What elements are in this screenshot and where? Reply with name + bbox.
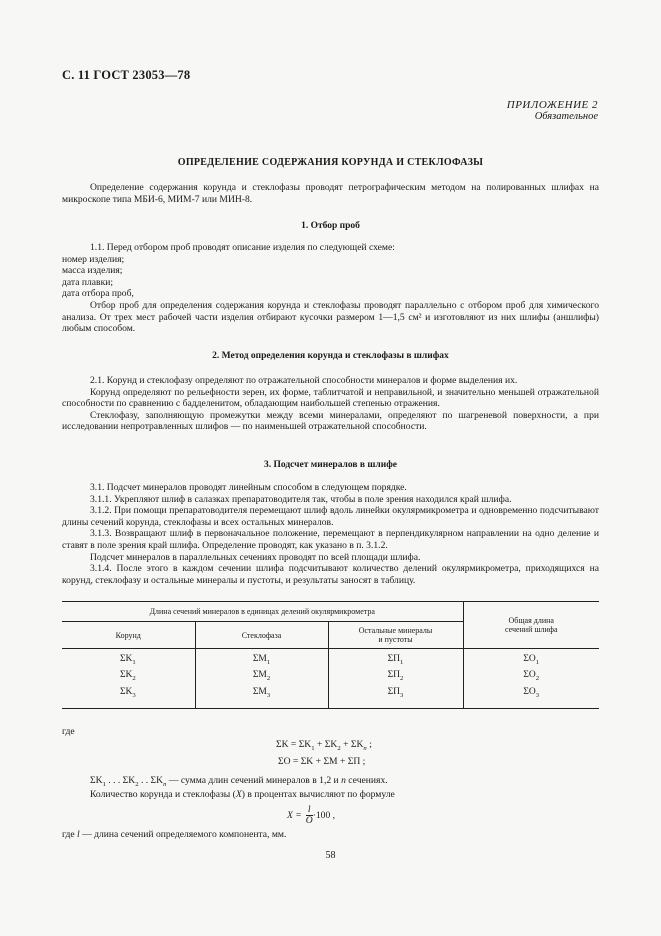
table-value: $\Sigma П_3$ (387, 686, 404, 699)
appendix-label (507, 99, 598, 123)
intro-paragraph (62, 182, 599, 205)
section-3-p1: 3.1. Подсчет минералов проводят линейным способом в следующем порядке. (90, 482, 407, 493)
table-header-other-minerals (328, 622, 463, 649)
list-item: масса изделия; (62, 265, 123, 277)
table-header-corundum: Корунд (62, 622, 195, 649)
page-header: С. 11 ГОСТ 23053—78 (62, 68, 191, 82)
table-header-glass-phase: Стеклофаза (195, 622, 328, 649)
section-2-p3: Стеклофазу, заполняющую промежутки между всеми минералами, определяют по шагреневой поверхности, а при исследовании непротравленных шлифов — по наименьшей отражательной способности. (62, 409, 599, 433)
table-total-header-line1: Общая длина (508, 616, 554, 625)
section-3-p2: 3.1.1. Укрепляют шлиф в салазках препаратоводителя так, чтобы в поле зрения находился край шлифа. (90, 493, 512, 505)
formula-x-intro: Количество корунда и стеклофазы (X) в процентах вычисляют по формуле (90, 789, 395, 800)
table-value: $\Sigma O_1$ (523, 654, 540, 666)
table-header-other-line1: Остальные минералы (358, 626, 433, 635)
list-item: дата отбора проб, (62, 288, 134, 300)
table-value: $\Sigma П_2$ (387, 670, 404, 683)
table-value: $\Sigma O_2$ (523, 670, 540, 683)
formula-legend: $\Sigma K_1$ . . . $\Sigma K_2$ . . $\Sigma K_n$ — сумма длин сечений минералов в 1,2 и n сечениях. (90, 775, 388, 788)
table-value: $\Sigma K_2$ (120, 670, 136, 683)
table-value: $\Sigma O_3$ (523, 686, 540, 699)
section-3-p4: 3.1.3. Возвращают шлиф в первоначальное положение, перемещают в перпендикулярном направлении на одно деление и ставят в поле зрения край шлифа. Определение проводят, как указано в п. 3.1.2. (62, 528, 599, 551)
table-group-header: Длина сечений минералов в единицах делений окулярмикрометра (62, 602, 463, 622)
where-label: где (62, 726, 75, 737)
intro-text: Определение содержания корунда и стеклофазы проводят петрографическим методом на полированных шлифах на микроскопе типа МБИ-6, МИМ-7 или МИН-8. (62, 182, 599, 205)
formula-l-definition: где l — длина сечений определяемого компонента, мм. (62, 829, 287, 840)
table-value: $\Sigma K_3$ (120, 686, 136, 699)
table-cell-corundum (62, 649, 195, 709)
section-3-p5: Подсчет минералов в параллельных сечениях проводят по всей площади шлифа. (90, 551, 421, 563)
section-1-body (62, 242, 599, 335)
section-2-heading: 2. Метод определения корунда и стеклофазы в шлифах (212, 351, 449, 361)
section-1-p1: 1.1. Перед отбором проб проводят описание изделия по следующей схеме: (90, 242, 395, 253)
document-title: ОПРЕДЕЛЕНИЕ СОДЕРЖАНИЯ КОРУНДА И СТЕКЛОФАЗЫ (177, 157, 484, 168)
formula-sum-o: ΣO = ΣK + ΣM + ΣП ; (278, 756, 366, 767)
table-total-header (463, 602, 599, 649)
page-number: 58 (325, 850, 336, 861)
table-header-other-line2: и пустоты (378, 635, 413, 644)
section-3-body (62, 482, 599, 586)
formula-sum-k: $\Sigma K = \Sigma K_1 + \Sigma K_2 + \Sigma K_n$ ; (276, 739, 372, 752)
list-item: дата плавки; (62, 276, 114, 288)
section-2-p2: Корунд определяют по рельефности зерен, их форме, таблитчатой и неправильной, и значительно меньшей отражательной способности по сравнению с бадделенитом, обладающим наибольшей степенью отражения. (62, 386, 599, 410)
section-2-p1: 2.1. Корунд и стеклофазу определяют по отражательной способности минералов и форме выделения их. (90, 375, 518, 386)
table-total-header-line2: сечений шлифа (504, 625, 558, 634)
table-value: $\Sigma П_1$ (387, 654, 404, 666)
section-1-heading: 1. Отбор проб (301, 221, 360, 231)
list-item: номер изделия; (62, 253, 125, 265)
section-3-p3: 3.1.2. При помощи препаратоводителя перемещают шлиф вдоль линейки окулярмикрометра и одновременно подсчитывают длины сечений корунда, стеклофазы и всех остальных минералов. (62, 505, 599, 528)
table-value: $\Sigma M_1$ (252, 654, 271, 666)
section-1-p2: Отбор проб для определения содержания корунда и стеклофазы проводят параллельно с отбором проб для химического анализа. От трех мест рабочей части изделия отбирают кусочки размером 1—1,5 см² и изготовляют из них шлифы (аншлифы) любым способом. (62, 299, 599, 335)
table-value: $\Sigma K_1$ (120, 654, 136, 666)
table-cell-glass-phase (195, 649, 328, 709)
fraction: $\frac{l}{O}$ (305, 804, 313, 826)
appendix-status: Обязательное (534, 111, 598, 122)
table-cell-total-length (463, 649, 599, 709)
section-3-p6: 3.1.4. После этого в каждом сечении шлифа подсчитывают количество делений окулярмикрометра, приходящихся на корунд, стеклофазу и остальные минералы и пустоты, и результаты заносят в таблицу. (62, 563, 599, 586)
appendix-number: ПРИЛОЖЕНИЕ 2 (506, 99, 598, 111)
table-value: $\Sigma M_3$ (252, 686, 271, 699)
table-cell-other-minerals (328, 649, 463, 709)
section-3-heading: 3. Подсчет минералов в шлифе (263, 460, 398, 470)
table-value: $\Sigma M_2$ (252, 670, 271, 683)
table-row (62, 649, 599, 709)
formula-x: X = $\frac{l}{O}$ ·100 , (287, 804, 336, 826)
counting-table (62, 601, 599, 709)
section-2-body (62, 375, 599, 433)
